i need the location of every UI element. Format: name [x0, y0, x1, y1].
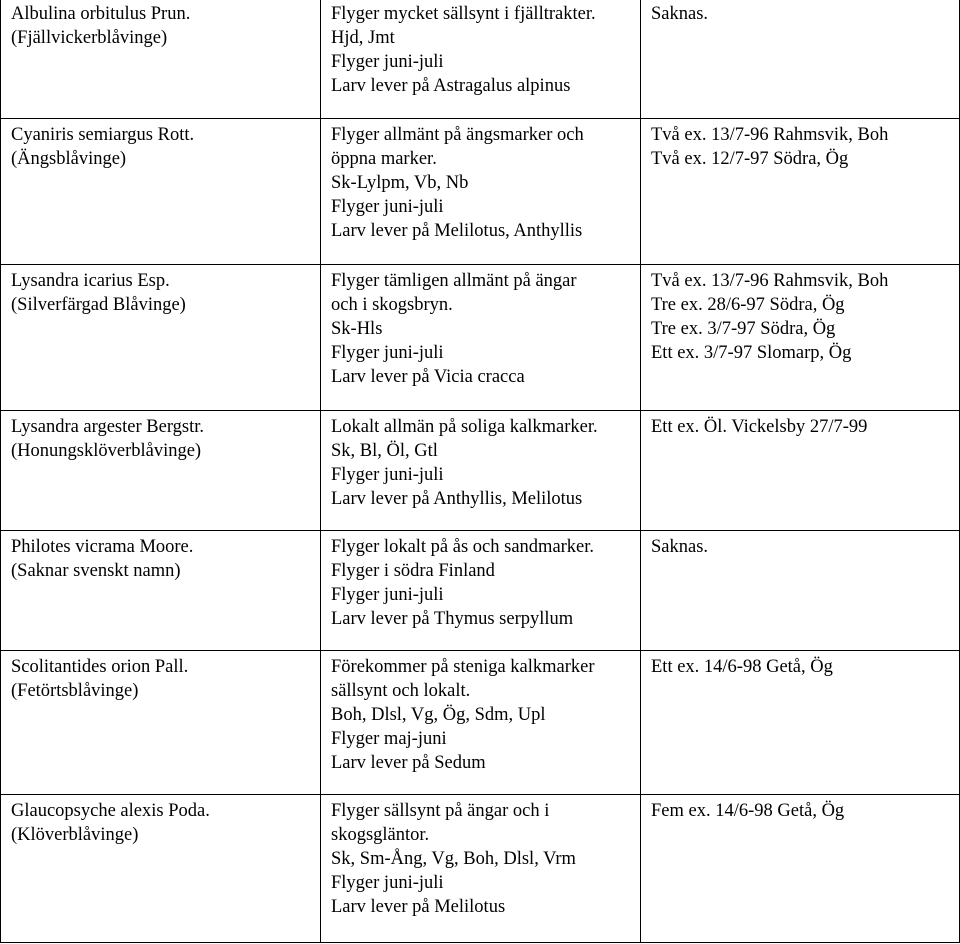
table-row	[1, 411, 960, 531]
finds-line: Ett ex. Öl. Vickelsby 27/7-99	[651, 417, 868, 437]
info-line: Flyger mycket sällsynt i fjälltrakter.	[331, 4, 596, 24]
info-line: Sk, Sm-Ång, Vg, Boh, Dlsl, Vrm	[331, 849, 576, 869]
finds-cell	[641, 119, 960, 265]
species-swedish-name: (Klöverblåvinge)	[11, 825, 139, 845]
finds-cell	[641, 0, 960, 119]
species-latin-name: Lysandra icarius Esp.	[11, 271, 170, 291]
info-line: Flyger i södra Finland	[331, 561, 495, 581]
info-line: Flyger juni-juli	[331, 197, 444, 217]
info-cell	[321, 651, 641, 795]
species-table-body	[1, 0, 960, 943]
info-line: Sk-Hls	[331, 319, 383, 339]
table-row	[1, 795, 960, 943]
finds-line: Ett ex. 14/6-98 Getå, Ög	[651, 657, 833, 677]
info-line: Boh, Dlsl, Vg, Ög, Sdm, Upl	[331, 705, 546, 725]
info-cell	[321, 531, 641, 651]
table-row	[1, 119, 960, 265]
finds-cell	[641, 531, 960, 651]
finds-line: Tre ex. 28/6-97 Södra, Ög	[651, 295, 845, 315]
species-latin-name: Glaucopsyche alexis Poda.	[11, 801, 210, 821]
info-line: öppna marker.	[331, 149, 437, 169]
species-cell	[1, 651, 321, 795]
finds-line: Två ex. 13/7-96 Rahmsvik, Boh	[651, 271, 889, 291]
info-line: Larv lever på Vicia cracca	[331, 367, 525, 387]
info-line: Hjd, Jmt	[331, 28, 395, 48]
finds-cell	[641, 411, 960, 531]
finds-line: Tre ex. 3/7-97 Södra, Ög	[651, 319, 836, 339]
info-line: sällsynt och lokalt.	[331, 681, 471, 701]
finds-cell	[641, 795, 960, 943]
species-swedish-name: (Fetörtsblåvinge)	[11, 681, 139, 701]
species-swedish-name: (Fjällvickerblåvinge)	[11, 28, 168, 48]
species-cell	[1, 795, 321, 943]
table-row	[1, 0, 960, 119]
info-line: Flyger juni-juli	[331, 465, 444, 485]
info-line: Lokalt allmän på soliga kalkmarker.	[331, 417, 598, 437]
info-line: och i skogsbryn.	[331, 295, 453, 315]
info-line: Larv lever på Melilotus	[331, 897, 506, 917]
table-row	[1, 265, 960, 411]
species-cell	[1, 411, 321, 531]
info-line: Flyger lokalt på ås och sandmarker.	[331, 537, 595, 557]
species-latin-name: Scolitantides orion Pall.	[11, 657, 189, 677]
info-line: Larv lever på Melilotus, Anthyllis	[331, 221, 583, 241]
species-latin-name: Albulina orbitulus Prun.	[11, 4, 191, 24]
info-line: Flyger juni-juli	[331, 585, 444, 605]
finds-line: Fem ex. 14/6-98 Getå, Ög	[651, 801, 845, 821]
info-line: Flyger juni-juli	[331, 873, 444, 893]
species-cell	[1, 119, 321, 265]
species-latin-name: Philotes vicrama Moore.	[11, 537, 194, 557]
species-swedish-name: (Saknar svenskt namn)	[11, 561, 181, 581]
info-line: Larv lever på Astragalus alpinus	[331, 76, 571, 96]
info-line: Flyger juni-juli	[331, 52, 444, 72]
info-cell	[321, 411, 641, 531]
species-cell	[1, 265, 321, 411]
info-line: Flyger maj-juni	[331, 729, 447, 749]
finds-line: Två ex. 12/7-97 Södra, Ög	[651, 149, 849, 169]
info-cell	[321, 119, 641, 265]
table-row	[1, 531, 960, 651]
finds-line: Två ex. 13/7-96 Rahmsvik, Boh	[651, 125, 889, 145]
species-cell	[1, 0, 321, 119]
species-latin-name: Lysandra argester Bergstr.	[11, 417, 205, 437]
species-swedish-name: (Honungsklöverblåvinge)	[11, 441, 202, 461]
info-line: Larv lever på Sedum	[331, 753, 486, 773]
info-line: Sk-Lylpm, Vb, Nb	[331, 173, 469, 193]
species-swedish-name: (Silverfärgad Blåvinge)	[11, 295, 186, 315]
info-line: Flyger sällsynt på ängar och i	[331, 801, 550, 821]
info-line: Flyger tämligen allmänt på ängar	[331, 271, 577, 291]
finds-line: Saknas.	[651, 4, 709, 24]
info-line: Sk, Bl, Öl, Gtl	[331, 441, 438, 461]
finds-cell	[641, 265, 960, 411]
info-line: skogsgläntor.	[331, 825, 430, 845]
info-line: Förekommer på steniga kalkmarker	[331, 657, 595, 677]
species-latin-name: Cyaniris semiargus Rott.	[11, 125, 195, 145]
info-line: Larv lever på Anthyllis, Melilotus	[331, 489, 583, 509]
info-cell	[321, 795, 641, 943]
table-row	[1, 651, 960, 795]
info-cell	[321, 265, 641, 411]
species-swedish-name: (Ängsblåvinge)	[11, 149, 127, 169]
species-cell	[1, 531, 321, 651]
finds-line: Saknas.	[651, 537, 709, 557]
info-line: Larv lever på Thymus serpyllum	[331, 609, 574, 629]
info-line: Flyger allmänt på ängsmarker och	[331, 125, 584, 145]
finds-cell	[641, 651, 960, 795]
finds-line: Ett ex. 3/7-97 Slomarp, Ög	[651, 343, 852, 363]
info-cell	[321, 0, 641, 119]
info-line: Flyger juni-juli	[331, 343, 444, 363]
